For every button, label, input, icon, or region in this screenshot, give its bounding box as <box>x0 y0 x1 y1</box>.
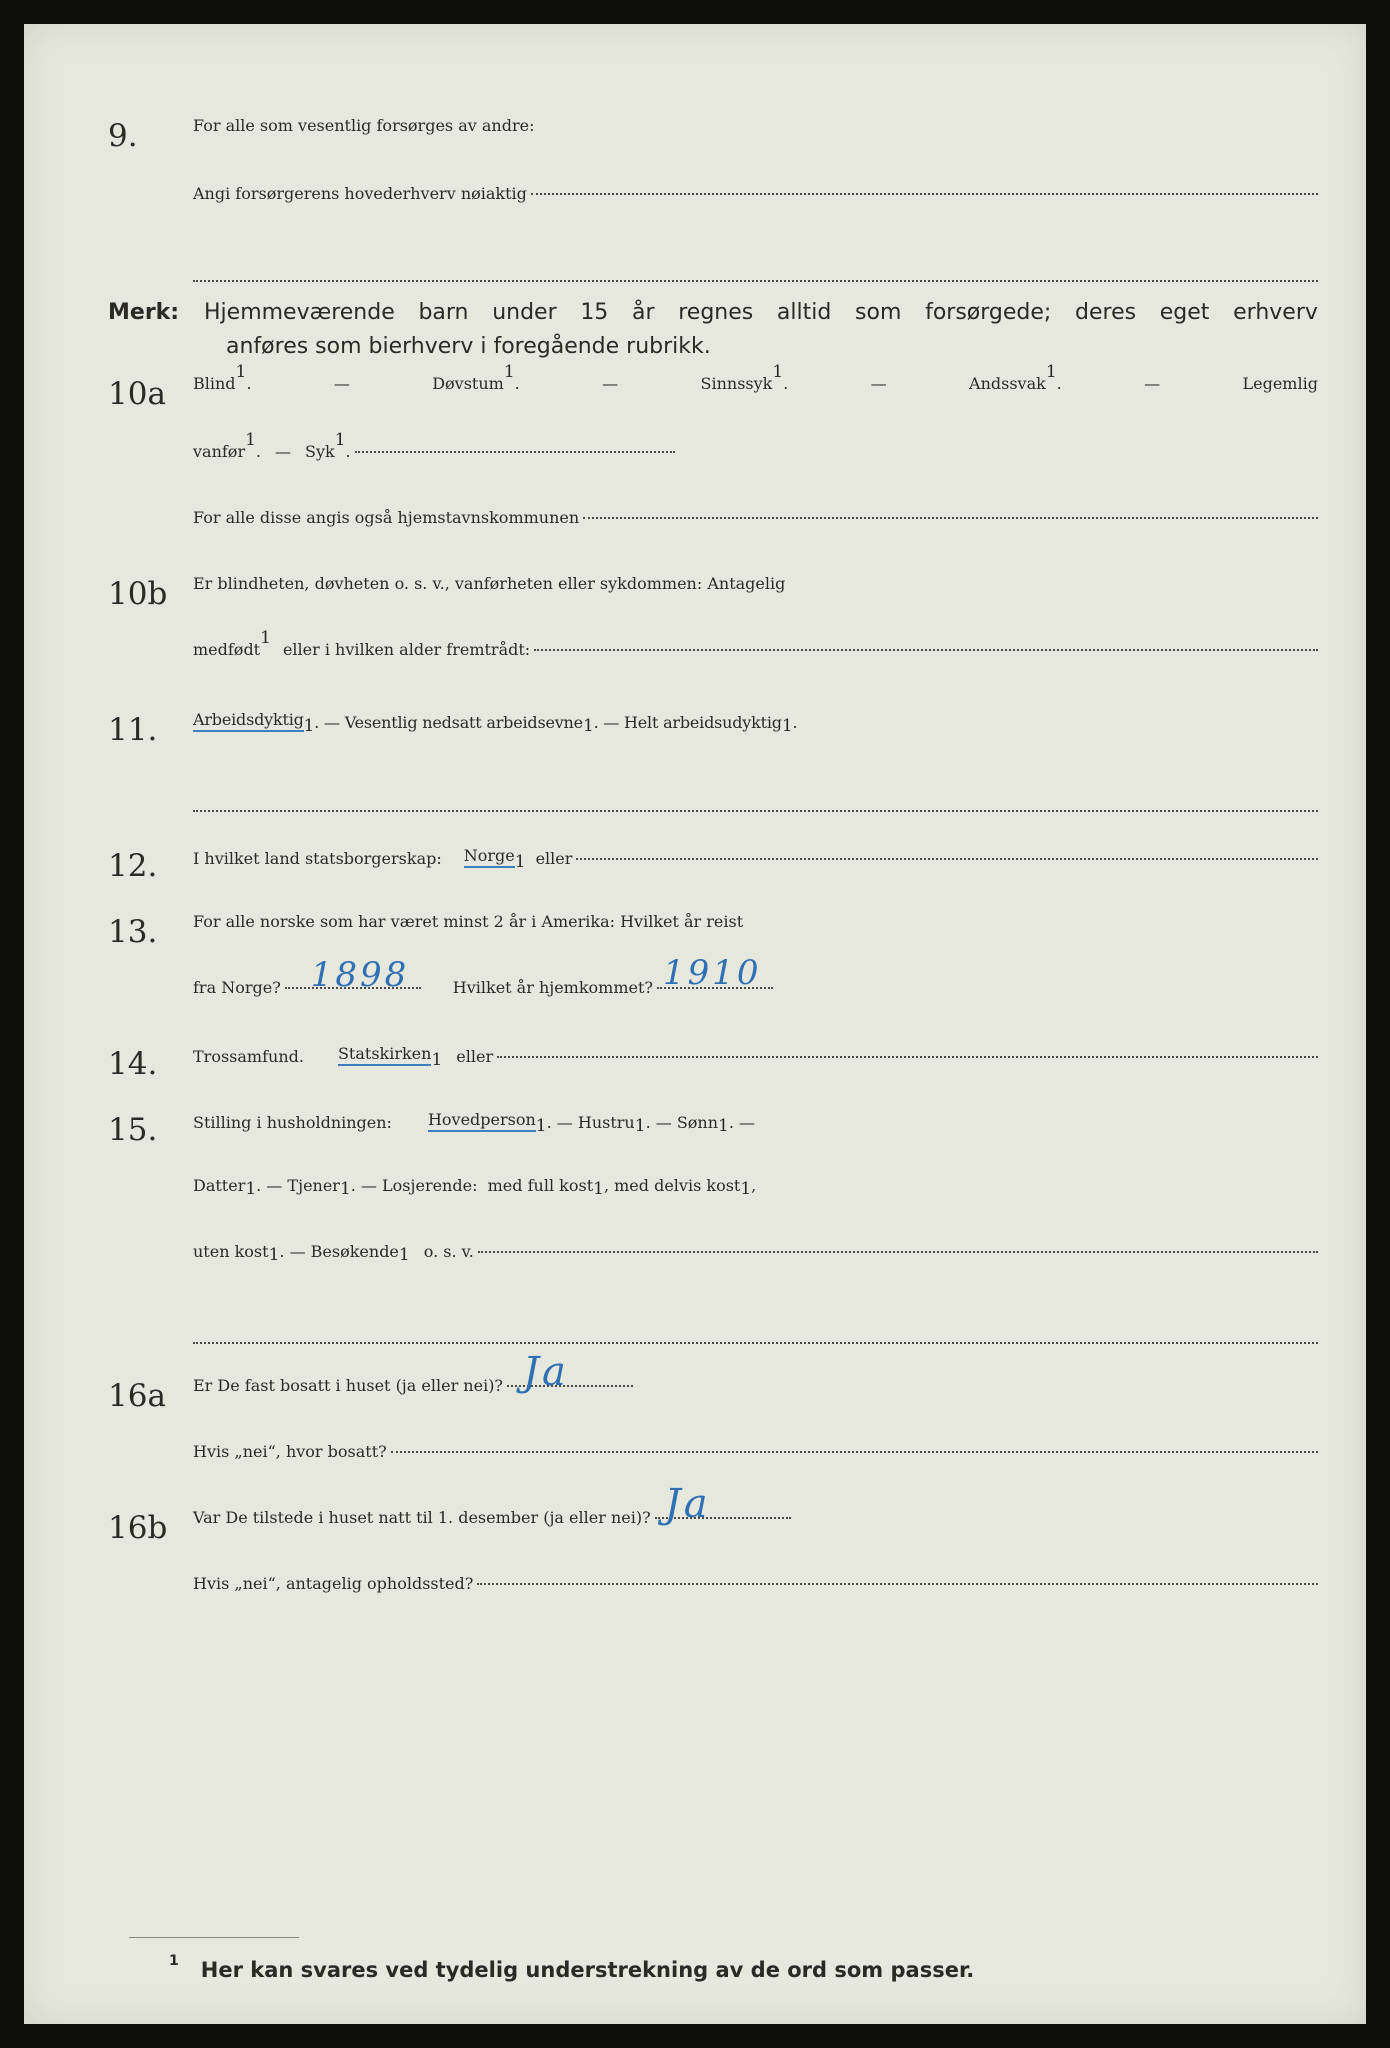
sup: 1 <box>235 361 247 382</box>
sup: 1 <box>772 361 784 382</box>
q12-line: I hvilket land statsborgerskap: Norge $^1$ eller <box>193 846 1318 868</box>
datter-option[interactable]: Datter <box>193 1176 246 1195</box>
q15-line2: Datter $^1$ . — Tjener $^1$ . — Losjerende: med full kost $^1$ , med delvis kost $^1$ , <box>193 1176 757 1199</box>
q10b-alder-label: eller i hvilken alder fremtrådt: <box>282 640 531 659</box>
q10a-line3 <box>193 508 1318 527</box>
option-label: Døvstum <box>432 374 504 393</box>
q16b-hvis-field[interactable] <box>477 1583 1318 1585</box>
q15-text: Stilling i husholdningen: <box>193 1113 392 1132</box>
besokende-option[interactable]: . — Besøkende <box>279 1242 399 1261</box>
q10a-option-legemlig[interactable] <box>1243 374 1318 393</box>
q11-nedsatt[interactable]: . — Vesentlig nedsatt arbeidsevne <box>314 713 583 732</box>
q10b-line2 <box>193 627 1318 659</box>
q11-line: Arbeidsdyktig $^1$ . — Vesentlig nedsatt arbeidsevne $^1$ . — Helt arbeidsudyktig $^1$ . <box>193 710 798 736</box>
question-number: 16a <box>108 1378 166 1414</box>
question-number: 9. <box>108 118 138 154</box>
merk-line2: anføres som bierhverv i foregående rubrikk. <box>226 334 711 359</box>
question-number: 14. <box>108 1046 158 1082</box>
q11-udyktig[interactable]: . — Helt arbeidsudyktig <box>593 713 782 732</box>
q15-line3: uten kost $^1$ . — Besøkende $^1$ o. s. v. <box>193 1242 1318 1261</box>
syk-option[interactable]: Syk$^1$. <box>305 429 351 461</box>
q13-fra-label: fra Norge? <box>193 978 281 997</box>
arbeidsdyktig-option[interactable]: Arbeidsdyktig <box>193 710 304 732</box>
q10a-option-andssvak[interactable]: Andssvak$^1$. <box>969 361 1062 393</box>
q13-hjem-label: Hvilket år hjemkommet? <box>452 978 653 997</box>
q16a-text: Er De fast bosatt i huset (ja eller nei)? <box>193 1376 504 1395</box>
sonn-option[interactable]: . — Sønn <box>645 1113 719 1132</box>
statskirken-option[interactable]: Statskirken <box>338 1044 432 1066</box>
dash: — <box>602 374 619 393</box>
merk-word: eget <box>1159 300 1210 325</box>
option-label: Blind <box>193 374 236 393</box>
merk-body <box>204 296 1318 364</box>
merk-word: barn <box>418 300 469 325</box>
hovedperson-option[interactable]: Hovedperson <box>428 1110 536 1132</box>
q16b-text: Var De tilstede i huset natt til 1. desember (ja eller nei)? <box>193 1508 651 1527</box>
option-label: Andssvak <box>969 374 1046 393</box>
q10a-option-sinnssyk[interactable]: Sinnssyk$^1$. <box>700 361 789 393</box>
sup: 1 <box>503 361 515 382</box>
q16a-line2 <box>193 1442 1318 1461</box>
question-number: 13. <box>108 914 158 950</box>
sup: 1 <box>1045 361 1057 382</box>
hustru-option[interactable]: . — Hustru <box>546 1113 635 1132</box>
footnote-rule <box>129 1937 299 1938</box>
merk-word: alltid <box>776 300 832 325</box>
dash: . — <box>728 1113 756 1132</box>
merk-word: under <box>492 300 557 325</box>
q9-answer-field[interactable] <box>531 193 1318 195</box>
norge-option[interactable]: Norge <box>464 846 515 868</box>
footnote <box>169 1953 975 1982</box>
hjemstavn-field[interactable] <box>583 517 1318 519</box>
merk-word: deres <box>1075 300 1137 325</box>
question-number: 10a <box>108 376 166 412</box>
merk-line1 <box>204 296 1318 330</box>
census-form-page <box>24 24 1366 2024</box>
q16b-line1 <box>193 1481 1318 1527</box>
q14-line: Trossamfund. Statskirken $^1$ eller <box>193 1044 1318 1066</box>
q10b-answer-field[interactable] <box>534 649 1318 651</box>
q9-label: Angi forsørgerens hovederhverv nøiaktig <box>193 184 527 203</box>
q9-line2 <box>193 184 1318 203</box>
q9-line1 <box>193 116 1318 135</box>
footnote-mark: 1 <box>169 1953 179 1969</box>
q14-answer-field[interactable] <box>497 1056 1318 1058</box>
merk-word: år <box>632 300 655 325</box>
q16a-hvis-label: Hvis „nei“, hvor bosatt? <box>193 1442 387 1461</box>
merk-word: forsørgede; <box>925 300 1052 325</box>
q16a-answer: Ja <box>523 1349 569 1395</box>
question-number: 11. <box>108 712 158 748</box>
q10a-line2 <box>193 429 1318 461</box>
vanfor-option[interactable]: vanfør$^1$. <box>193 429 262 461</box>
q10a-syk-field[interactable] <box>355 451 675 453</box>
medfodt-option[interactable]: medfødt$^1$ <box>193 627 271 659</box>
q10b-line1 <box>193 574 1318 593</box>
delvis-kost-option[interactable]: , med delvis kost <box>603 1176 741 1195</box>
osv: o. s. v. <box>423 1242 474 1261</box>
question-number: 15. <box>108 1112 158 1148</box>
q16b-hvis-label: Hvis „nei“, antagelig opholdssted? <box>193 1574 474 1593</box>
q12-answer-field[interactable] <box>576 858 1318 860</box>
q15-answer-field[interactable] <box>478 1251 1318 1253</box>
q14-text: Trossamfund. <box>193 1047 304 1066</box>
merk-word: som <box>855 300 902 325</box>
dash: — <box>333 374 350 393</box>
q13-line2 <box>193 953 1318 997</box>
merk-word: Hjemmeværende <box>204 300 395 325</box>
q10a-hjemstavn-label: For alle disse angis også hjemstavnskommunen <box>193 508 580 527</box>
dash: — <box>870 374 887 393</box>
year-returned-answer: 1910 <box>663 953 762 993</box>
merk-word: erhverv <box>1233 300 1318 325</box>
uten-kost-option[interactable]: uten kost <box>193 1242 269 1261</box>
q11-answer-rule[interactable] <box>193 810 1318 812</box>
tjener-option[interactable]: . — Tjener <box>256 1176 340 1195</box>
q10a-line1 <box>193 361 1318 393</box>
option-label: Sinnssyk <box>700 374 773 393</box>
q12-eller: eller <box>535 849 573 868</box>
comma: , <box>751 1176 757 1195</box>
option-label: Legemlig <box>1242 374 1318 393</box>
merk-word: 15 <box>580 300 609 325</box>
dash: — <box>1144 374 1161 393</box>
merk-word: regnes <box>678 300 754 325</box>
q10a-option-blind[interactable]: Blind$^1$. <box>193 361 252 393</box>
q16a-hvis-field[interactable] <box>391 1451 1318 1453</box>
q10a-option-døvstum[interactable]: Døvstum$^1$. <box>432 361 520 393</box>
q13-text: For alle norske som har været minst 2 år i Amerika: Hvilket år reist <box>193 912 744 931</box>
q10b-text: Er blindheten, døvheten o. s. v., vanførheten eller sykdommen: Antagelig <box>193 574 786 593</box>
footnote-text: Her kan svares ved tydelig understrekning av de ord som passer. <box>200 1958 975 1982</box>
merk-label: Merk: <box>108 300 180 325</box>
question-number: 16b <box>108 1510 168 1546</box>
period: . <box>792 713 798 732</box>
q12-text: I hvilket land statsborgerskap: <box>193 849 442 868</box>
q9-answer-rule[interactable] <box>193 280 1318 282</box>
dash: — <box>275 442 292 461</box>
q16a-line1 <box>193 1349 1318 1395</box>
q14-eller: eller <box>456 1047 494 1066</box>
question-number: 12. <box>108 848 158 884</box>
q9-text: For alle som vesentlig forsørges av andre: <box>193 116 535 135</box>
q13-line1 <box>193 912 1318 931</box>
losjerende-full-kost-option[interactable]: . — Losjerende: med full kost <box>350 1176 594 1195</box>
q15-answer-rule[interactable] <box>193 1342 1318 1344</box>
q16b-line2 <box>193 1574 1318 1593</box>
year-left-answer: 1898 <box>310 955 410 995</box>
q16b-answer: Ja <box>664 1481 711 1527</box>
q15-line1: Stilling i husholdningen: Hovedperson $^1$ . — Hustru $^1$ . — Sønn $^1$ . — <box>193 1110 756 1136</box>
question-number: 10b <box>108 576 168 612</box>
